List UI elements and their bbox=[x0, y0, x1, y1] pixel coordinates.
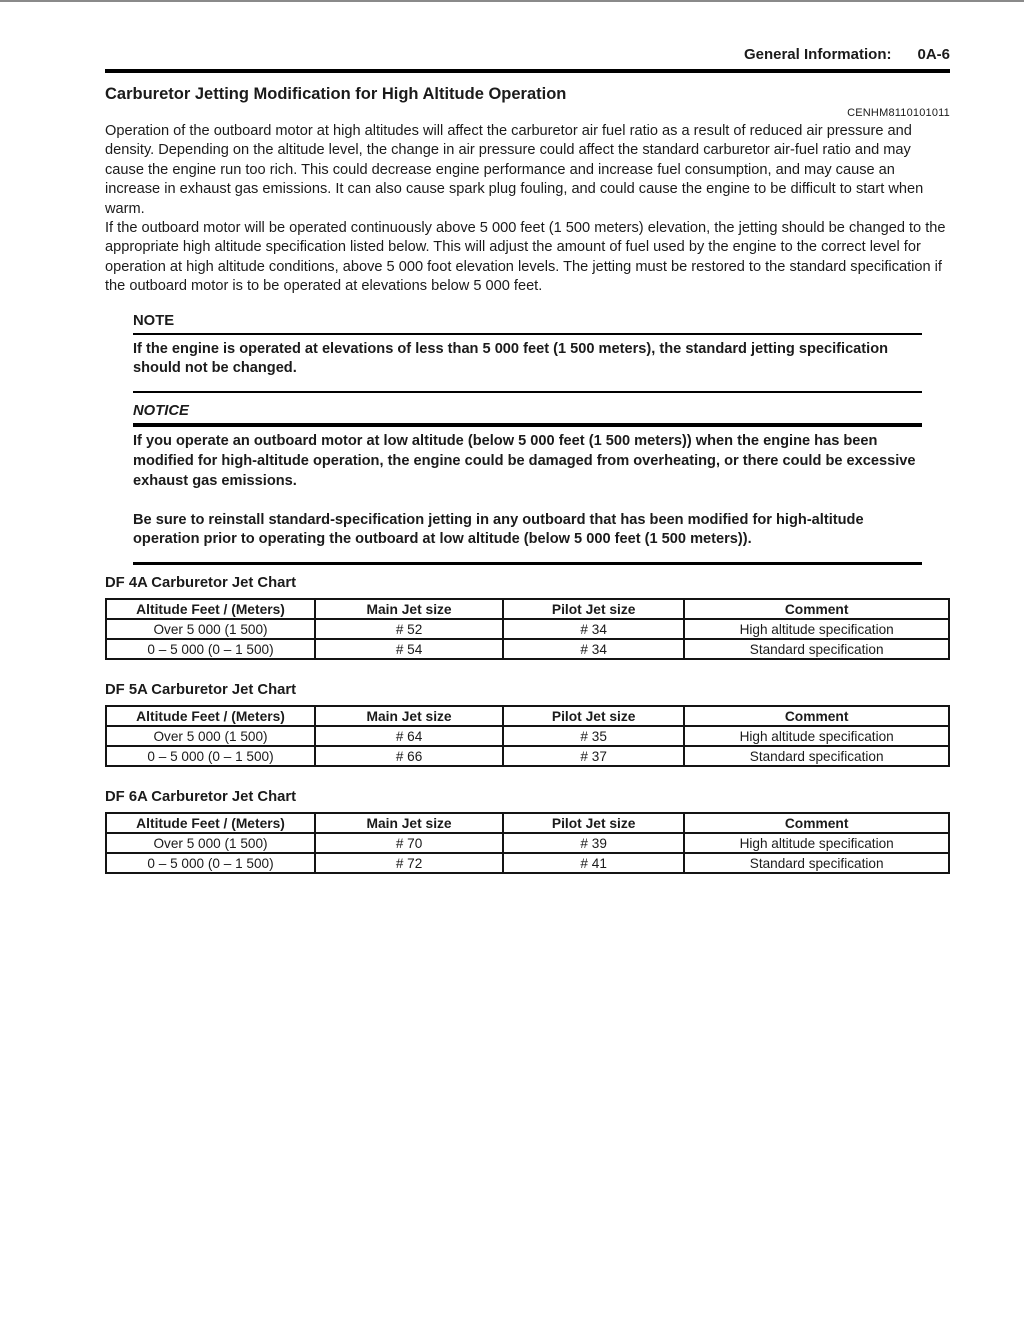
comment-cell: High altitude specification bbox=[684, 833, 949, 853]
column-header-pilot-jet: Pilot Jet size bbox=[503, 599, 684, 619]
jet-chart-table bbox=[105, 705, 950, 767]
notice-text-1: If you operate an outboard motor at low altitude (below 5 000 feet (1 500 meters)) when the engine has been modified for high-altitude operation, the engine could be damaged from overheating, or there could be excessive exhaust gas emissions. bbox=[133, 433, 916, 489]
pilot-jet-cell: # 37 bbox=[503, 746, 684, 766]
jet-chart-title: DF 5A Carburetor Jet Chart bbox=[105, 682, 297, 699]
pilot-jet-cell: # 39 bbox=[503, 833, 684, 853]
column-header-pilot-jet: Pilot Jet size bbox=[503, 813, 684, 833]
jet-chart-title: DF 6A Carburetor Jet Chart bbox=[105, 789, 297, 806]
pilot-jet-cell: # 35 bbox=[503, 726, 684, 746]
column-header-comment: Comment bbox=[684, 706, 949, 726]
page-header bbox=[105, 46, 950, 64]
notice-bottom-rule bbox=[133, 562, 922, 565]
page-title: Carburetor Jetting Modification for High Altitude Operation bbox=[105, 85, 567, 103]
pilot-jet-cell: # 34 bbox=[503, 639, 684, 659]
altitude-cell: Over 5 000 (1 500) bbox=[106, 726, 315, 746]
table-header-row bbox=[106, 706, 949, 726]
main-jet-cell: # 64 bbox=[315, 726, 503, 746]
jet-chart-table bbox=[105, 598, 950, 660]
main-jet-cell: # 54 bbox=[315, 639, 503, 659]
main-jet-cell: # 72 bbox=[315, 853, 503, 873]
note-top-rule bbox=[133, 333, 922, 335]
comment-cell: Standard specification bbox=[684, 853, 949, 873]
column-header-altitude: Altitude Feet / (Meters) bbox=[106, 706, 315, 726]
notice-box bbox=[133, 403, 922, 565]
main-jet-cell: # 66 bbox=[315, 746, 503, 766]
column-header-main-jet: Main Jet size bbox=[315, 706, 503, 726]
main-jet-cell: # 70 bbox=[315, 833, 503, 853]
altitude-cell: Over 5 000 (1 500) bbox=[106, 619, 315, 639]
comment-cell: High altitude specification bbox=[684, 619, 949, 639]
altitude-cell: 0 – 5 000 (0 – 1 500) bbox=[106, 639, 315, 659]
scan-edge-line bbox=[0, 0, 1024, 2]
jet-chart-table bbox=[105, 812, 950, 874]
notice-label: NOTICE bbox=[133, 403, 189, 420]
column-header-main-jet: Main Jet size bbox=[315, 813, 503, 833]
note-label: NOTE bbox=[133, 312, 175, 329]
note-bottom-rule bbox=[133, 391, 922, 393]
table-row bbox=[106, 726, 949, 746]
body-paragraph-1: Operation of the outboard motor at high altitudes will affect the carburetor air fuel ratio as a result of reduced air pressure and density. Depending on the altitude level, the change in air pressure could affect the standard carburetor air-fuel ratio and may cause the engine run too rich. This could decrease engine performance and increase fuel consumption, and may cause an increase in exhaust gas emissions. It can also cause spark plug fouling, and could cause the engine to be difficult to start when warm. bbox=[105, 123, 924, 217]
altitude-cell: 0 – 5 000 (0 – 1 500) bbox=[106, 853, 315, 873]
table-header-row bbox=[106, 813, 949, 833]
table-row bbox=[106, 639, 949, 659]
altitude-cell: Over 5 000 (1 500) bbox=[106, 833, 315, 853]
column-header-main-jet: Main Jet size bbox=[315, 599, 503, 619]
page-content bbox=[105, 46, 950, 874]
pilot-jet-cell: # 34 bbox=[503, 619, 684, 639]
header-section-title: General Information: bbox=[743, 46, 892, 63]
note-box bbox=[133, 313, 922, 394]
body-paragraph-2: If the outboard motor will be operated continuously above 5 000 feet (1 500 meters) elevation, the jetting should be changed to the appropriate high altitude specification listed below. This will adjust the amount of fuel used by the engine to the correct level for operation at high altitude conditions, above 5 000 foot elevation levels. The jetting must be restored to the standard specification if the outboard motor is to be operated at elevations below 5 000 feet. bbox=[105, 220, 946, 295]
jet-chart-section-df6a bbox=[105, 789, 950, 874]
comment-cell: Standard specification bbox=[684, 746, 949, 766]
table-row bbox=[106, 746, 949, 766]
notice-top-rule bbox=[133, 423, 922, 427]
note-text: If the engine is operated at elevations of less than 5 000 feet (1 500 meters), the standard jetting specification should not be changed. bbox=[133, 340, 889, 377]
jet-chart-section-df5a bbox=[105, 682, 950, 767]
table-row bbox=[106, 853, 949, 873]
column-header-comment: Comment bbox=[684, 813, 949, 833]
header-page-number: 0A-6 bbox=[917, 46, 950, 63]
table-header-row bbox=[106, 599, 949, 619]
altitude-cell: 0 – 5 000 (0 – 1 500) bbox=[106, 746, 315, 766]
main-jet-cell: # 52 bbox=[315, 619, 503, 639]
jet-chart-section-df4a bbox=[105, 575, 950, 660]
document-code: CENHM8110101011 bbox=[847, 107, 950, 119]
notice-text-2: Be sure to reinstall standard-specification jetting in any outboard that has been modified for high-altitude operation prior to operating the outboard at low altitude (below 5 000 feet (1 500 meters)). bbox=[133, 511, 864, 548]
column-header-comment: Comment bbox=[684, 599, 949, 619]
table-row bbox=[106, 619, 949, 639]
jet-chart-title: DF 4A Carburetor Jet Chart bbox=[105, 575, 297, 592]
column-header-altitude: Altitude Feet / (Meters) bbox=[106, 599, 315, 619]
header-rule bbox=[105, 69, 950, 73]
comment-cell: High altitude specification bbox=[684, 726, 949, 746]
column-header-pilot-jet: Pilot Jet size bbox=[503, 706, 684, 726]
table-row bbox=[106, 833, 949, 853]
pilot-jet-cell: # 41 bbox=[503, 853, 684, 873]
comment-cell: Standard specification bbox=[684, 639, 949, 659]
column-header-altitude: Altitude Feet / (Meters) bbox=[106, 813, 315, 833]
